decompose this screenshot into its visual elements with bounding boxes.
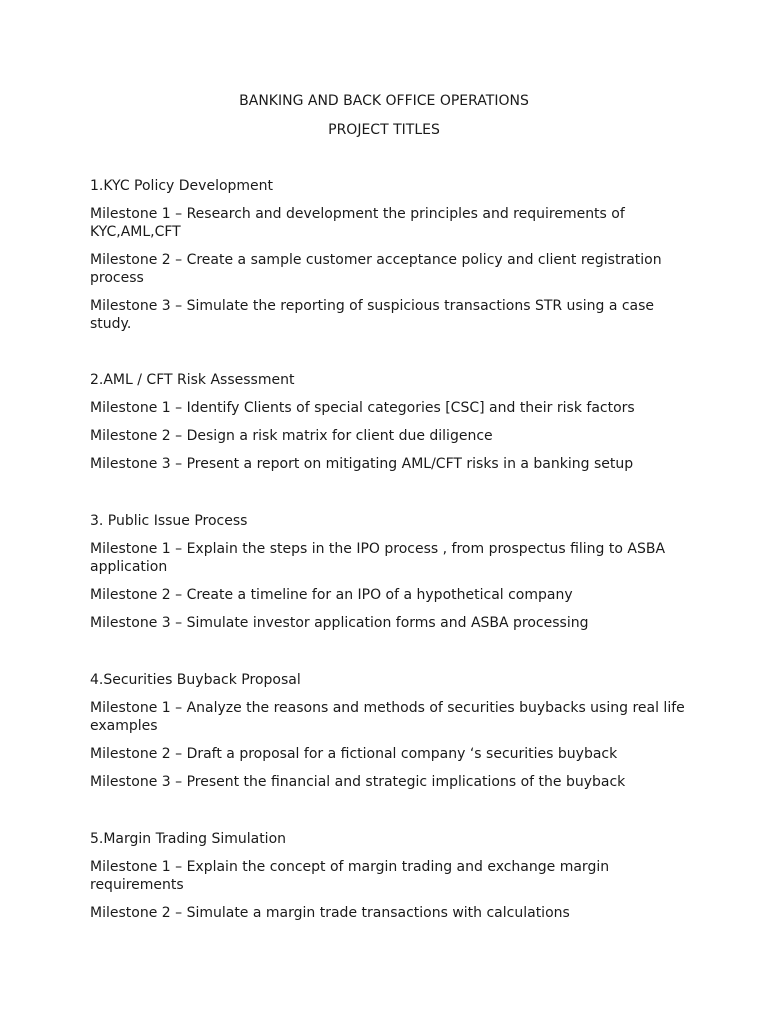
- milestone-item: Milestone 3 – Simulate investor application forms and ASBA processing: [90, 615, 589, 631]
- project-section-public-issue: [90, 512, 690, 642]
- project-heading: 2.AML / CFT Risk Assessment: [90, 372, 295, 388]
- milestone-item: Milestone 1 – Analyze the reasons and methods of securities buybacks using real life examples: [90, 700, 685, 734]
- project-section-kyc: [90, 177, 690, 343]
- milestone-item: Milestone 2 – Create a sample customer acceptance policy and client registration process: [90, 252, 662, 286]
- project-section-margin-trading: [90, 830, 690, 932]
- document-subtitle: PROJECT TITLES: [328, 122, 440, 138]
- milestone-item: Milestone 1 – Identify Clients of special categories [CSC] and their risk factors: [90, 400, 635, 416]
- project-section-buyback: [90, 671, 690, 801]
- milestone-item: Milestone 2 – Draft a proposal for a fictional company ‘s securities buyback: [90, 746, 618, 762]
- milestone-item: Milestone 1 – Explain the concept of margin trading and exchange margin requirements: [90, 859, 610, 893]
- project-heading: 5.Margin Trading Simulation: [90, 831, 287, 847]
- project-heading: 4.Securities Buyback Proposal: [90, 672, 301, 688]
- document-title: BANKING AND BACK OFFICE OPERATIONS: [239, 93, 529, 109]
- milestone-item: Milestone 2 – Simulate a margin trade transactions with calculations: [90, 905, 570, 921]
- milestone-item: Milestone 1 – Explain the steps in the IPO process , from prospectus filing to ASBA application: [90, 541, 666, 575]
- milestone-item: Milestone 3 – Simulate the reporting of suspicious transactions STR using a case study.: [90, 298, 655, 332]
- milestone-item: Milestone 2 – Create a timeline for an IPO of a hypothetical company: [90, 587, 573, 603]
- milestone-item: Milestone 1 – Research and development the principles and requirements of KYC,AML,CFT: [90, 206, 625, 240]
- project-heading: 3. Public Issue Process: [90, 513, 248, 529]
- milestone-item: Milestone 3 – Present the financial and strategic implications of the buyback: [90, 774, 626, 790]
- milestone-item: Milestone 2 – Design a risk matrix for client due diligence: [90, 428, 493, 444]
- project-section-aml-cft: [90, 371, 690, 483]
- milestone-item: Milestone 3 – Present a report on mitigating AML/CFT risks in a banking setup: [90, 456, 634, 472]
- project-heading: 1.KYC Policy Development: [90, 178, 274, 194]
